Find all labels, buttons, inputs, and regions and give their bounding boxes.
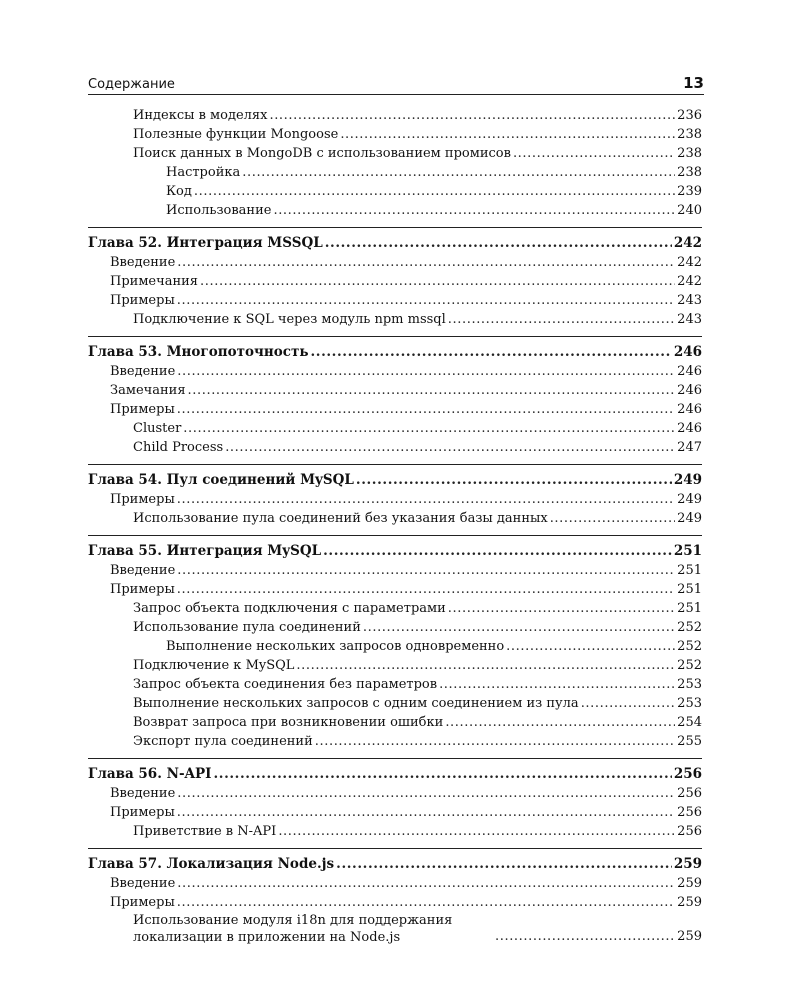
toc-entry-title: Глава 56. N-API xyxy=(88,766,212,782)
toc-entry-title: Код xyxy=(166,184,192,199)
toc-entry-title: Введение xyxy=(110,876,176,891)
toc-entry-title: Cluster xyxy=(133,421,182,436)
dot-leader xyxy=(506,637,675,656)
toc-entry-title: Примеры xyxy=(110,895,175,910)
dot-leader xyxy=(188,381,676,400)
toc-entry-title: Глава 55. Интеграция MySQL xyxy=(88,543,322,559)
dot-leader xyxy=(296,656,675,675)
toc-entry-title: Экспорт пула соединений xyxy=(133,734,313,749)
toc-entry-title: Введение xyxy=(110,786,176,801)
toc-entry-page: 247 xyxy=(677,440,702,455)
table-of-contents xyxy=(88,106,702,946)
toc-entry-title: Введение xyxy=(110,563,176,578)
dot-leader xyxy=(177,580,675,599)
toc-entry[interactable] xyxy=(88,438,702,457)
toc-entry[interactable] xyxy=(88,291,702,310)
toc-entry-page: 256 xyxy=(673,766,702,782)
dot-leader xyxy=(513,144,675,163)
running-title: Содержание xyxy=(88,77,175,92)
toc-entry[interactable] xyxy=(88,182,702,201)
toc-entry[interactable] xyxy=(88,618,702,637)
toc-entry-title: Поиск данных в MongoDB с использованием промисов xyxy=(133,146,511,161)
toc-entry-page: 256 xyxy=(677,786,702,801)
dot-leader xyxy=(177,362,675,381)
dot-leader xyxy=(242,163,675,182)
toc-entry[interactable] xyxy=(88,381,702,400)
toc-entry[interactable] xyxy=(88,125,702,144)
dot-leader xyxy=(550,509,675,528)
toc-entry[interactable] xyxy=(88,362,702,381)
toc-entry-title: Глава 53. Многопоточность xyxy=(88,344,309,360)
toc-entry-title: Индексы в моделях xyxy=(133,108,268,123)
toc-entry-title: Подключение к SQL через модуль npm mssql xyxy=(133,312,446,327)
dot-leader xyxy=(340,125,675,144)
toc-entry[interactable] xyxy=(88,599,702,618)
dot-leader xyxy=(177,561,675,580)
dot-leader xyxy=(495,927,675,946)
toc-entry-title: Замечания xyxy=(110,383,186,398)
dot-leader xyxy=(323,542,672,561)
toc-entry-title: Child Process xyxy=(133,440,224,455)
dot-leader xyxy=(177,784,675,803)
toc-entry-title: Использование модуля i18n для поддержания локализации в приложении на Node.js xyxy=(133,913,453,945)
toc-entry-page: 254 xyxy=(677,715,702,730)
toc-entry[interactable] xyxy=(88,163,702,182)
toc-entry-page: 259 xyxy=(677,929,702,944)
chapter-divider xyxy=(88,227,702,228)
chapter-divider xyxy=(88,848,702,849)
toc-entry-title: Выполнение нескольких запросов одновременно xyxy=(166,639,505,654)
toc-entry[interactable] xyxy=(88,419,702,438)
toc-entry-page: 259 xyxy=(677,895,702,910)
chapter-divider xyxy=(88,336,702,337)
toc-entry-title: Глава 52. Интеграция MSSQL xyxy=(88,235,323,251)
toc-entry-page: 255 xyxy=(677,734,702,749)
toc-entry-page: 242 xyxy=(677,274,702,289)
toc-chapter-entry[interactable] xyxy=(88,855,702,874)
toc-entry-title: Использование пула соединений xyxy=(133,620,361,635)
toc-entry-title: Возврат запроса при возникновении ошибки xyxy=(133,715,444,730)
dot-leader xyxy=(177,291,675,310)
toc-entry-page: 253 xyxy=(677,677,702,692)
toc-entry-page: 256 xyxy=(677,824,702,839)
toc-entry-page: 246 xyxy=(677,383,702,398)
dot-leader xyxy=(177,490,675,509)
toc-entry-title: Выполнение нескольких запросов с одним соединением из пула xyxy=(133,696,579,711)
toc-chapter-entry[interactable] xyxy=(88,343,702,362)
dot-leader xyxy=(581,694,675,713)
toc-entry-title: Примеры xyxy=(110,492,175,507)
dot-leader xyxy=(363,618,675,637)
toc-entry-page: 242 xyxy=(673,235,702,251)
dot-leader xyxy=(439,675,675,694)
toc-chapter-entry[interactable] xyxy=(88,234,702,253)
toc-entry-page: 252 xyxy=(677,620,702,635)
dot-leader xyxy=(213,765,671,784)
toc-entry-page: 256 xyxy=(677,805,702,820)
toc-entry[interactable] xyxy=(88,106,702,125)
dot-leader xyxy=(356,471,672,490)
toc-entry-title: Примеры xyxy=(110,805,175,820)
toc-entry-page: 238 xyxy=(677,165,702,180)
toc-entry[interactable] xyxy=(88,694,702,713)
toc-entry[interactable] xyxy=(88,400,702,419)
dot-leader xyxy=(448,310,675,329)
toc-entry-title: Примечания xyxy=(110,274,199,289)
toc-entry-page: 253 xyxy=(677,696,702,711)
dot-leader xyxy=(225,438,675,457)
toc-entry-page: 249 xyxy=(673,472,702,488)
dot-leader xyxy=(269,106,675,125)
toc-entry-page: 259 xyxy=(677,876,702,891)
dot-leader xyxy=(177,803,675,822)
toc-entry-title: Запрос объекта подключения с параметрами xyxy=(133,601,446,616)
toc-entry[interactable] xyxy=(88,713,702,732)
toc-entry-title: Использование пула соединений без указания базы данных xyxy=(133,511,548,526)
toc-entry[interactable] xyxy=(88,490,702,509)
toc-entry[interactable] xyxy=(88,784,702,803)
toc-entry-page: 251 xyxy=(677,601,702,616)
toc-entry[interactable] xyxy=(88,675,702,694)
dot-leader xyxy=(278,822,675,841)
toc-entry-page: 243 xyxy=(677,293,702,308)
toc-entry-title: Примеры xyxy=(110,293,175,308)
toc-entry-page: 249 xyxy=(677,492,702,507)
toc-entry-page: 240 xyxy=(677,203,702,218)
toc-chapter-entry[interactable] xyxy=(88,542,702,561)
toc-entry[interactable] xyxy=(88,874,702,893)
toc-entry[interactable] xyxy=(88,893,702,912)
toc-entry-page: 246 xyxy=(677,402,702,417)
dot-leader xyxy=(448,599,675,618)
toc-entry-page: 251 xyxy=(677,563,702,578)
dot-leader xyxy=(336,855,672,874)
toc-entry[interactable] xyxy=(88,656,702,675)
dot-leader xyxy=(310,343,671,362)
dot-leader xyxy=(177,893,675,912)
toc-entry-page: 252 xyxy=(677,658,702,673)
toc-entry-page: 246 xyxy=(677,364,702,379)
toc-entry[interactable] xyxy=(88,144,702,163)
toc-entry-title: Подключение к MySQL xyxy=(133,658,295,673)
dot-leader xyxy=(445,713,675,732)
toc-entry-title: Введение xyxy=(110,255,176,270)
toc-entry[interactable] xyxy=(88,509,702,528)
chapter-divider xyxy=(88,535,702,536)
toc-entry-page: 251 xyxy=(673,543,702,559)
dot-leader xyxy=(325,234,672,253)
toc-chapter-entry[interactable] xyxy=(88,471,702,490)
toc-entry[interactable] xyxy=(88,580,702,599)
toc-entry[interactable] xyxy=(88,253,702,272)
toc-entry[interactable] xyxy=(88,637,702,656)
dot-leader xyxy=(315,732,675,751)
toc-entry[interactable] xyxy=(88,912,702,946)
toc-entry-page: 242 xyxy=(677,255,702,270)
toc-entry-page: 238 xyxy=(677,146,702,161)
toc-entry-title: Приветствие в N-API xyxy=(133,824,277,839)
toc-entry[interactable] xyxy=(88,310,702,329)
toc-entry-page: 238 xyxy=(677,127,702,142)
toc-entry-page: 243 xyxy=(677,312,702,327)
toc-entry[interactable] xyxy=(88,732,702,751)
toc-entry-page: 239 xyxy=(677,184,702,199)
toc-entry-page: 249 xyxy=(677,511,702,526)
dot-leader xyxy=(177,253,675,272)
toc-entry-page: 251 xyxy=(677,582,702,597)
toc-entry-title: Примеры xyxy=(110,582,175,597)
toc-entry-page: 236 xyxy=(677,108,702,123)
toc-entry[interactable] xyxy=(88,201,702,220)
toc-entry-title: Глава 57. Локализация Node.js xyxy=(88,856,335,872)
toc-entry-title: Полезные функции Mongoose xyxy=(133,127,339,142)
chapter-divider xyxy=(88,758,702,759)
toc-entry[interactable] xyxy=(88,822,702,841)
toc-entry-page: 246 xyxy=(673,344,702,360)
page-header xyxy=(88,72,704,95)
dot-leader xyxy=(273,201,675,220)
dot-leader xyxy=(177,400,675,419)
toc-entry-title: Настройка xyxy=(166,165,241,180)
toc-entry[interactable] xyxy=(88,561,702,580)
toc-chapter-entry[interactable] xyxy=(88,765,702,784)
toc-entry-page: 259 xyxy=(673,856,702,872)
dot-leader xyxy=(183,419,675,438)
dot-leader xyxy=(177,874,675,893)
chapter-divider xyxy=(88,464,702,465)
toc-entry[interactable] xyxy=(88,803,702,822)
dot-leader xyxy=(194,182,675,201)
dot-leader xyxy=(200,272,675,291)
toc-entry[interactable] xyxy=(88,272,702,291)
toc-entry-title: Введение xyxy=(110,364,176,379)
toc-entry-page: 252 xyxy=(677,639,702,654)
toc-entry-title: Использование xyxy=(166,203,272,218)
toc-entry-page: 246 xyxy=(677,421,702,436)
toc-entry-title: Глава 54. Пул соединений MySQL xyxy=(88,472,354,488)
page-number: 13 xyxy=(683,74,704,92)
toc-entry-title: Запрос объекта соединения без параметров xyxy=(133,677,438,692)
toc-entry-title: Примеры xyxy=(110,402,175,417)
